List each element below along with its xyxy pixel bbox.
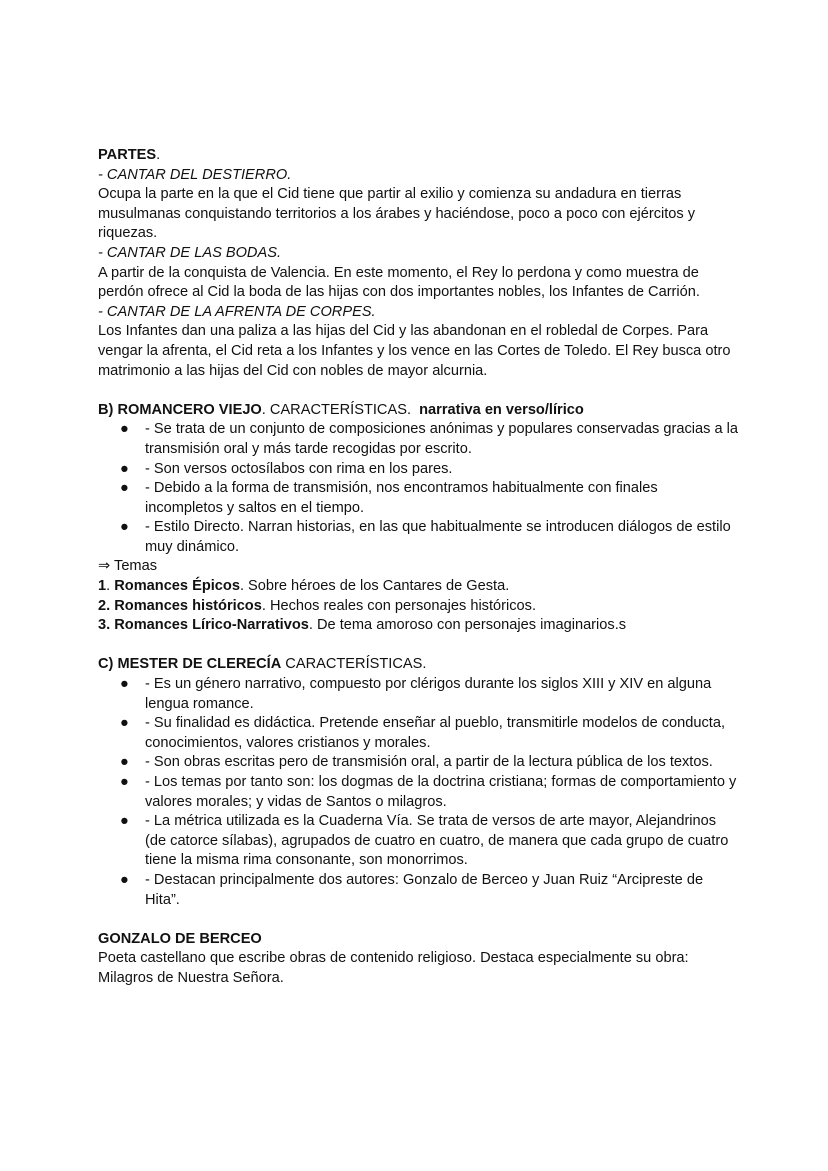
list-item-text: - La métrica utilizada es la Cuaderna Vía. Se trata de versos de arte mayor, Alejandrinos (de catorce sílabas), agrupados de cuatro en cuatro, de manera que cada grupo de cuatro tiene la misma rima consonante, son monorrimos.: [145, 813, 729, 869]
list-item: [98, 518, 738, 557]
bullet-icon: ●: [120, 480, 129, 497]
partes-heading: [98, 146, 738, 166]
section-partes: [98, 146, 738, 381]
tema-item: [98, 577, 738, 597]
list-item-text: - Son versos octosílabos con rima en los pares.: [145, 460, 453, 477]
list-item: [98, 714, 738, 753]
list-item-text: - Los temas por tanto son: los dogmas de la doctrina cristiana; formas de comportamiento y valores morales; y vidas de Santos o milagros.: [145, 774, 737, 810]
list-item: [98, 773, 738, 812]
romancero-heading-genre: narrativa en verso/lírico: [419, 401, 584, 418]
spacer: [98, 636, 738, 656]
tema-separator: .: [106, 578, 115, 595]
list-item: [98, 871, 738, 910]
berceo-text: Poeta castellano que escribe obras de contenido religioso. Destaca especialmente su obra: Milagros de Nuestra Señora.: [98, 950, 689, 986]
romancero-heading: [98, 401, 738, 421]
list-item: [98, 812, 738, 871]
tema-text: . Sobre héroes de los Cantares de Gesta.: [239, 578, 510, 595]
list-item-text: - Es un género narrativo, compuesto por clérigos durante los siglos XIII y XIV en alguna lengua romance.: [145, 676, 712, 712]
cantar-bodas-title: - CANTAR DE LAS BODAS.: [98, 244, 281, 261]
list-item: [98, 675, 738, 714]
bullet-icon: ●: [120, 460, 129, 477]
clerecia-heading-title: C) MESTER DE CLERECÍA: [98, 656, 282, 673]
partes-heading-period: .: [156, 147, 161, 163]
bullet-icon: ●: [120, 676, 129, 693]
list-item: [98, 420, 738, 459]
list-item: [98, 479, 738, 518]
cantar-afrenta-title: - CANTAR DE LA AFRENTA DE CORPES.: [98, 303, 376, 320]
bullet-icon: ●: [120, 813, 129, 830]
bullet-icon: ●: [120, 754, 129, 771]
tema-title: Romances Lírico-Narrativos: [114, 617, 309, 634]
romancero-heading-title: B) ROMANCERO VIEJO: [98, 401, 262, 418]
bullet-icon: ●: [120, 421, 129, 438]
tema-title: Romances históricos: [114, 597, 262, 614]
section-gonzalo-de-berceo: [98, 930, 738, 989]
list-item-text: - Son obras escritas pero de transmisión oral, a partir de la lectura pública de los textos.: [145, 754, 713, 771]
section-mester-de-clerecia: [98, 655, 738, 910]
bullet-icon: ●: [120, 519, 129, 536]
list-item-text: - Estilo Directo. Narran historias, en las que habitualmente se introducen diálogos de estilo muy dinámico.: [145, 519, 731, 555]
tema-text: . De tema amoroso con personajes imaginarios.s: [308, 617, 627, 634]
bullet-icon: ●: [120, 715, 129, 732]
temas-label: ⇒ Temas: [98, 558, 158, 575]
list-item-text: - Debido a la forma de transmisión, nos encontramos habitualmente con finales incompletos y saltos en el tiempo.: [145, 480, 658, 516]
tema-number: 2.: [98, 597, 111, 614]
spacer: [98, 910, 738, 930]
list-item: [98, 460, 738, 480]
section-romancero-viejo: [98, 401, 738, 636]
tema-text: . Hechos reales con personajes históricos.: [261, 597, 537, 614]
clerecia-heading: [98, 655, 738, 675]
tema-number: 3.: [98, 617, 111, 634]
list-item-text: - Su finalidad es didáctica. Pretende enseñar al pueblo, transmitirle modelos de conducta, conocimientos, valores cristianos y morales.: [145, 715, 726, 751]
tema-item: [98, 597, 738, 617]
cantar-destierro-text: Ocupa la parte en la que el Cid tiene que partir al exilio y comienza su andadura en tierras musulmanas conquistando territorios a los árabes y haciéndose, poco a poco con ejércitos y riquezas.: [98, 186, 696, 242]
bullet-icon: ●: [120, 871, 129, 888]
document-body: [98, 146, 738, 989]
romancero-bullet-list: [98, 420, 738, 557]
clerecia-bullet-list: [98, 675, 738, 910]
cantar-afrenta-text: Los Infantes dan una paliza a las hijas del Cid y las abandonan en el robledal de Corpes. Para vengar la afrenta, el Cid reta a los Infantes y los vence en las Cortes de Toledo. El Rey busca otro matrimonio a las hijas del Cid con nobles de mayor alcurnia.: [98, 323, 731, 379]
list-item: [98, 753, 738, 773]
list-item-text: - Destacan principalmente dos autores: Gonzalo de Berceo y Juan Ruiz “Arcipreste de Hita”.: [145, 871, 704, 908]
cantar-destierro-title: - CANTAR DEL DESTIERRO.: [98, 166, 292, 183]
tema-number: 1: [98, 578, 107, 595]
cantar-bodas-text: A partir de la conquista de Valencia. En este momento, el Rey lo perdona y como muestra de perdón ofrece al Cid la boda de las hijas con dos importantes nobles, los Infantes de Carrión.: [98, 264, 700, 301]
spacer: [98, 381, 738, 401]
list-item-text: - Se trata de un conjunto de composiciones anónimas y populares conservadas gracias a la transmisión oral y más tarde recogidas por escrito.: [145, 421, 739, 457]
bullet-icon: ●: [120, 774, 129, 790]
romancero-heading-characteristics: . CARACTERÍSTICAS.: [261, 401, 411, 418]
tema-item: [98, 616, 738, 636]
berceo-heading: GONZALO DE BERCEO: [98, 930, 262, 947]
tema-title: Romances Épicos: [114, 578, 240, 595]
clerecia-heading-characteristics: CARACTERÍSTICAS.: [281, 656, 427, 673]
partes-heading-label: PARTES: [98, 147, 157, 163]
